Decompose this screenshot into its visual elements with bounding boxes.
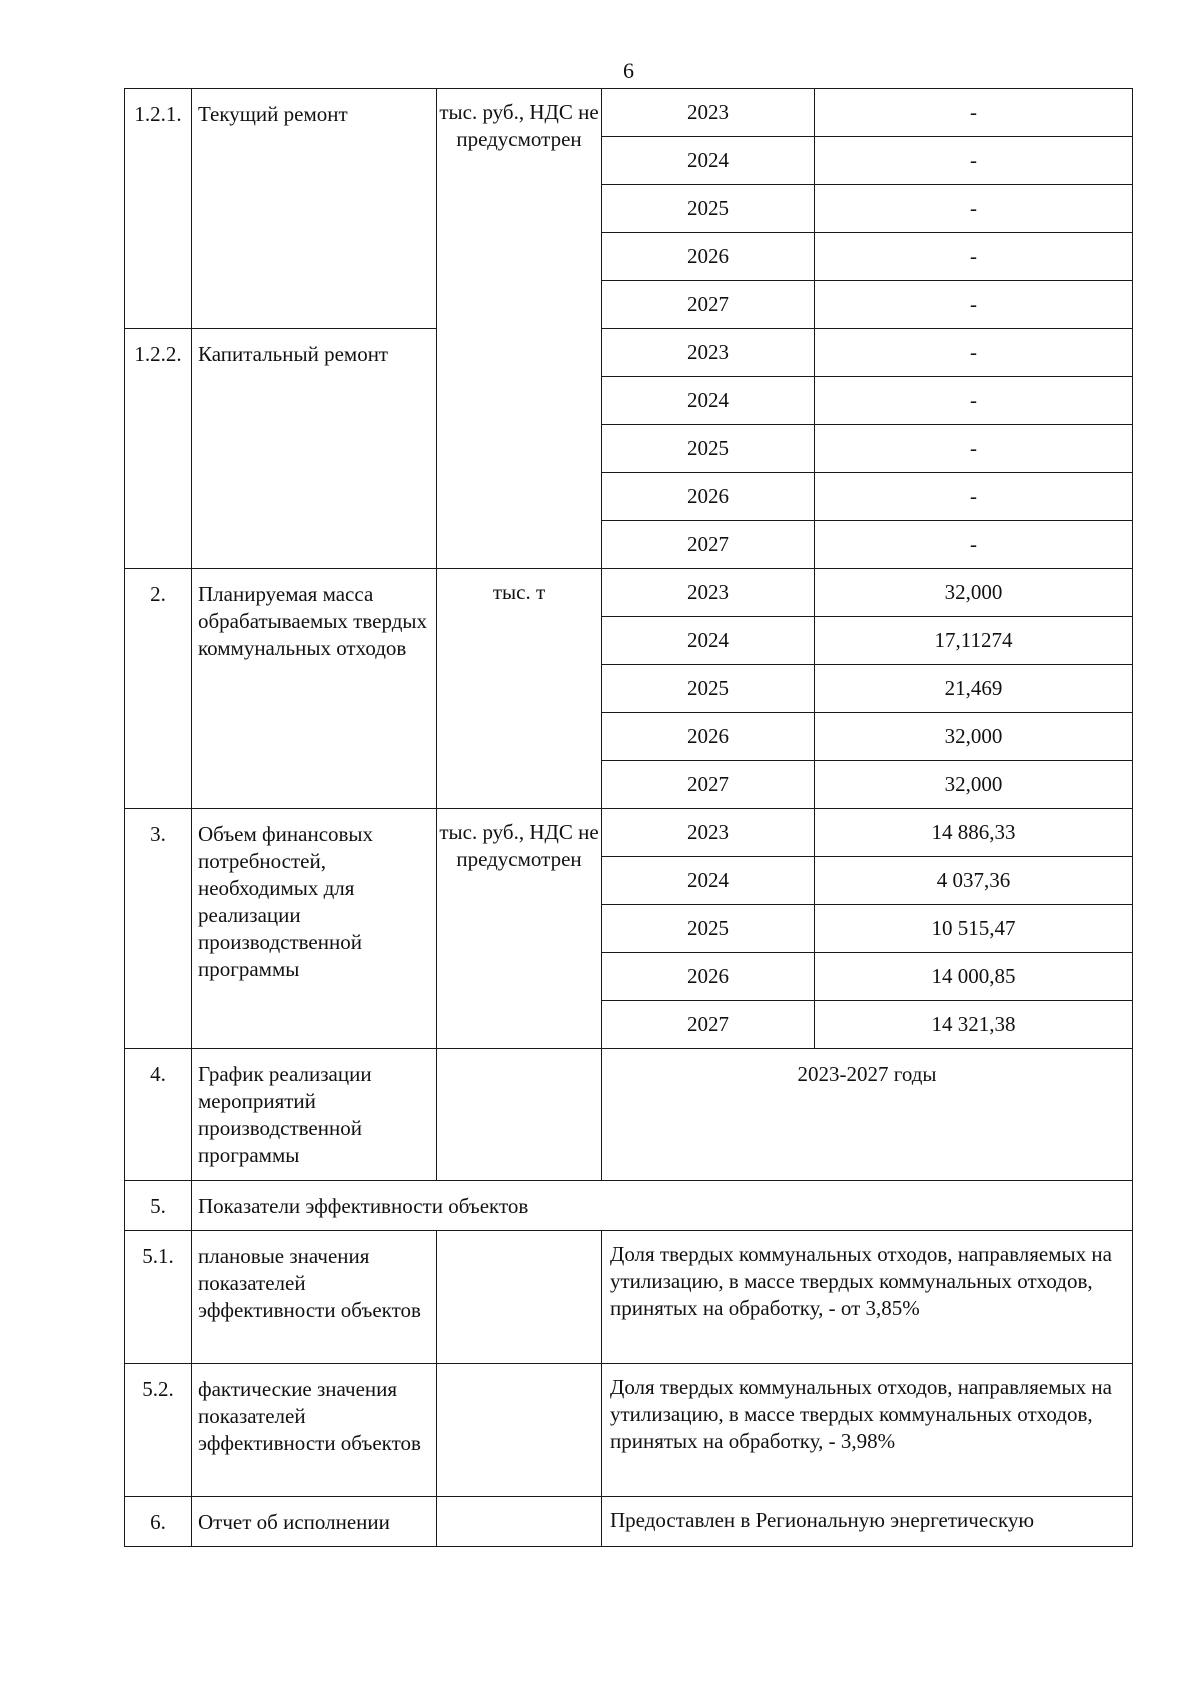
year-cell: 2023 [602, 809, 815, 857]
value-cell: 14 886,33 [815, 809, 1133, 857]
value-cell: 21,469 [815, 665, 1133, 713]
year-cell: 2023 [602, 569, 815, 617]
year-cell: 2024 [602, 857, 815, 905]
value-cell: 17,11274 [815, 617, 1133, 665]
year-cell: 2023 [602, 329, 815, 377]
year-cell: 2027 [602, 761, 815, 809]
table-row [125, 329, 1133, 377]
year-cell: 2027 [602, 521, 815, 569]
row-name: Планируемая масса обрабатываемых твердых коммунальных отходов [192, 569, 437, 809]
table-row [125, 1497, 1133, 1547]
row-name: Капитальный ремонт [192, 329, 437, 569]
table-row [125, 1364, 1133, 1497]
value-cell: - [815, 425, 1133, 473]
row-number: 1.2.2. [125, 329, 192, 569]
year-cell: 2024 [602, 617, 815, 665]
value-cell: 32,000 [815, 569, 1133, 617]
value-cell: - [815, 329, 1133, 377]
row-name: плановые значения показателей эффективности объектов [192, 1231, 437, 1364]
row-name: График реализации мероприятий производственной программы [192, 1049, 437, 1181]
unit-cell [437, 1231, 602, 1364]
unit-cell [437, 1049, 602, 1181]
row-name: Объем финансовых потребностей, необходимых для реализации производственной программы [192, 809, 437, 1049]
year-cell: 2024 [602, 137, 815, 185]
year-cell: 2025 [602, 185, 815, 233]
row-number: 4. [125, 1049, 192, 1181]
year-cell: 2025 [602, 665, 815, 713]
year-cell: 2026 [602, 713, 815, 761]
year-cell: 2024 [602, 377, 815, 425]
page-number: 6 [623, 58, 634, 83]
row-number: 5. [125, 1181, 192, 1231]
row-name: фактические значения показателей эффективности объектов [192, 1364, 437, 1497]
value-cell: 32,000 [815, 761, 1133, 809]
indicator-value: Доля твердых коммунальных отходов, направляемых на утилизацию, в массе твердых коммунальных отходов, принятых на обработку, - от 3,85% [602, 1231, 1133, 1364]
row-number: 1.2.1. [125, 89, 192, 329]
program-table [124, 88, 1133, 1547]
indicator-value: Доля твердых коммунальных отходов, направляемых на утилизацию, в массе твердых коммунальных отходов, принятых на обработку, - 3,98% [602, 1364, 1133, 1497]
value-cell: - [815, 185, 1133, 233]
value-cell: - [815, 233, 1133, 281]
row-number: 5.2. [125, 1364, 192, 1497]
value-cell: 14 000,85 [815, 953, 1133, 1001]
year-cell: 2025 [602, 905, 815, 953]
value-cell: - [815, 521, 1133, 569]
value-cell: - [815, 377, 1133, 425]
year-cell: 2026 [602, 473, 815, 521]
value-cell: 14 321,38 [815, 1001, 1133, 1049]
row-number: 5.1. [125, 1231, 192, 1364]
unit-cell: тыс. руб., НДС не предусмотрен [437, 89, 602, 569]
table-row [125, 1231, 1133, 1364]
value-cell: 4 037,36 [815, 857, 1133, 905]
table-row [125, 89, 1133, 137]
row-name: Отчет об исполнении [192, 1497, 437, 1547]
value-cell: - [815, 473, 1133, 521]
report-value: Предоставлен в Региональную энергетическую [602, 1497, 1133, 1547]
unit-cell: тыс. руб., НДС не предусмотрен [437, 809, 602, 1049]
table-row [125, 809, 1133, 857]
value-cell: - [815, 89, 1133, 137]
year-cell: 2025 [602, 425, 815, 473]
row-number: 6. [125, 1497, 192, 1547]
year-cell: 2023 [602, 89, 815, 137]
value-cell: - [815, 137, 1133, 185]
year-cell: 2026 [602, 233, 815, 281]
year-cell: 2027 [602, 1001, 815, 1049]
table-row [125, 569, 1133, 617]
row-name: Текущий ремонт [192, 89, 437, 329]
row-number: 2. [125, 569, 192, 809]
table-row [125, 1181, 1133, 1231]
year-cell: 2026 [602, 953, 815, 1001]
unit-cell: тыс. т [437, 569, 602, 809]
section-heading: Показатели эффективности объектов [192, 1181, 1133, 1231]
value-cell: - [815, 281, 1133, 329]
row-number: 3. [125, 809, 192, 1049]
value-cell: 32,000 [815, 713, 1133, 761]
value-cell: 10 515,47 [815, 905, 1133, 953]
schedule-value: 2023-2027 годы [602, 1049, 1133, 1181]
unit-cell [437, 1364, 602, 1497]
table-row [125, 1049, 1133, 1181]
unit-cell [437, 1497, 602, 1547]
year-cell: 2027 [602, 281, 815, 329]
